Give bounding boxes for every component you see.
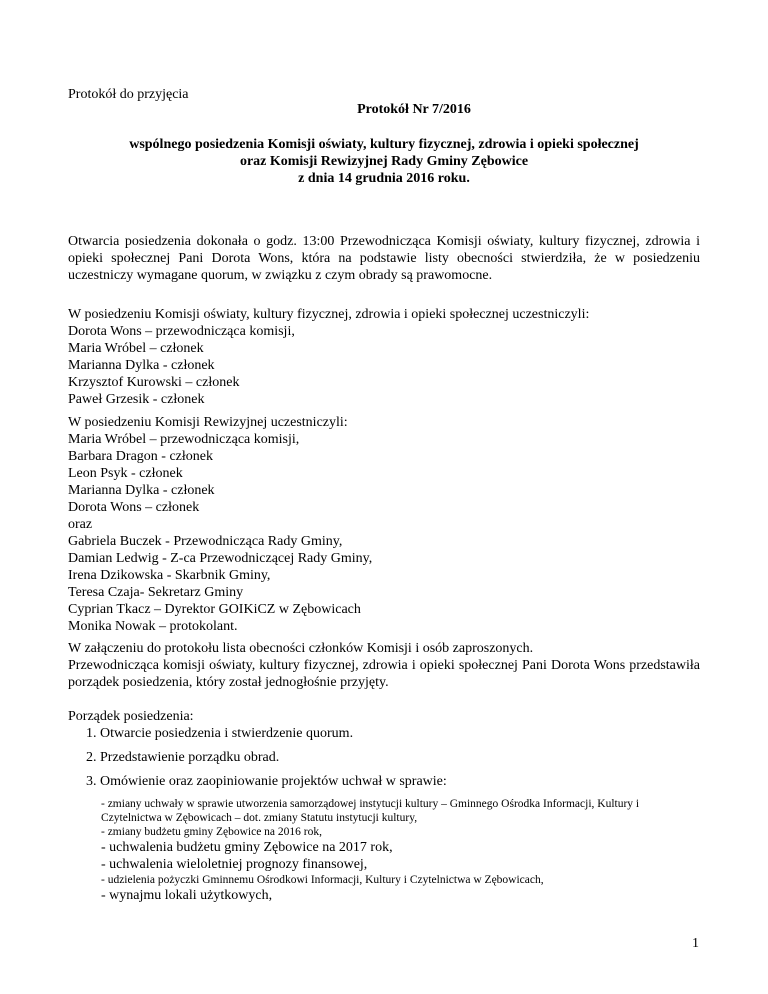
- agenda-subitem: - uchwalenia wieloletniej prognozy finansowej,: [101, 857, 368, 872]
- member-line: Marianna Dylka - członek: [68, 358, 215, 373]
- member-line: Marianna Dylka - członek: [68, 483, 215, 498]
- agenda-subitem: - udzielenia pożyczki Gminnemu Ośrodkowi Informacji, Kultury i Czytelnictwa w Zębowicach,: [101, 874, 544, 886]
- agenda-subitems: [101, 797, 701, 904]
- commission1-heading: W posiedzeniu Komisji oświaty, kultury fizycznej, zdrowia i opieki społecznej uczestniczyli:: [68, 307, 590, 322]
- agenda-subitem: - zmiany budżetu gminy Zębowice na 2016 rok,: [101, 826, 322, 838]
- member-line: Gabriela Buczek - Przewodnicząca Rady Gminy,: [68, 534, 343, 549]
- agenda-item: 1. Otwarcie posiedzenia i stwierdzenie quorum.: [86, 726, 354, 741]
- subtitle-line: z dnia 14 grudnia 2016 roku.: [298, 171, 470, 186]
- agenda-heading: Porządek posiedzenia:: [68, 709, 194, 724]
- member-line: Leon Psyk - członek: [68, 466, 183, 481]
- commission1-section: [68, 306, 700, 408]
- member-line: Maria Wróbel – członek: [68, 341, 204, 356]
- agenda-subitem: - wynajmu lokali użytkowych,: [101, 888, 273, 903]
- subtitle-line: wspólnego posiedzenia Komisji oświaty, kultury fizycznej, zdrowia i opieki społecznej: [129, 137, 639, 152]
- subtitle-line: oraz Komisji Rewizyjnej Rady Gminy Zębowice: [239, 154, 529, 169]
- attachment-line: Przewodnicząca komisji oświaty, kultury fizycznej, zdrowia i opieki społecznej Pani Dorota Wons przedstawiła porządek posiedzenia, który został jednogłośnie przyjęty.: [68, 658, 700, 690]
- member-line: Damian Ledwig - Z-ca Przewodniczącej Rady Gminy,: [68, 551, 373, 566]
- attachment-section: [68, 640, 700, 691]
- member-line: Irena Dzikowska - Skarbnik Gminy,: [68, 568, 271, 583]
- member-line: Monika Nowak – protokolant.: [68, 619, 238, 634]
- commission2-heading: W posiedzeniu Komisji Rewizyjnej uczestniczyli:: [68, 415, 348, 430]
- member-line: Barbara Dragon - członek: [68, 449, 213, 464]
- opening-paragraph: Otwarcia posiedzenia dokonała o godz. 13:00 Przewodnicząca Komisji oświaty, kultury fizycznej, zdrowia i opieki społecznej Pani Dorota Wons, która na podstawie listy obecności stwierdziła, że w posiedzeniu uczestniczy wymagane quorum, w związku z czym obrady są prawomocne.: [68, 234, 700, 283]
- agenda-subitem: - zmiany uchwały w sprawie utworzenia samorządowej instytucji kultury – Gminnego Ośrodka Informacji, Kultury i Czytelnictwa w Zębowicach – dot. zmiany Statutu instytucji kultury,: [101, 798, 640, 824]
- member-line: Cyprian Tkacz – Dyrektor GOIKiCZ w Zębowicach: [68, 602, 361, 617]
- member-line: Krzysztof Kurowski – członek: [68, 375, 240, 390]
- agenda-item: 3. Omówienie oraz zaopiniowanie projektów uchwał w sprawie:: [86, 774, 447, 789]
- agenda-item: 2. Przedstawienie porządku obrad.: [86, 750, 280, 765]
- member-line: Dorota Wons – członek: [68, 500, 200, 515]
- commission2-section: [68, 414, 700, 635]
- agenda-subitem: - uchwalenia budżetu gminy Zębowice na 2017 rok,: [101, 840, 393, 855]
- page-number: 1: [692, 936, 699, 951]
- attachment-line: W załączeniu do protokołu lista obecności członków Komisji i osób zaproszonych.: [68, 641, 534, 656]
- member-line: oraz: [68, 517, 93, 532]
- member-line: Teresa Czaja- Sekretarz Gminy: [68, 585, 244, 600]
- member-line: Dorota Wons – przewodnicząca komisji,: [68, 324, 295, 339]
- document-title: Protokół Nr 7/2016: [357, 102, 471, 117]
- member-line: Maria Wróbel – przewodnicząca komisji,: [68, 432, 300, 447]
- pre-title: Protokół do przyjęcia: [68, 87, 189, 102]
- member-line: Paweł Grzesik - członek: [68, 392, 205, 407]
- agenda-list: [86, 725, 700, 797]
- document-subtitle: [68, 136, 700, 187]
